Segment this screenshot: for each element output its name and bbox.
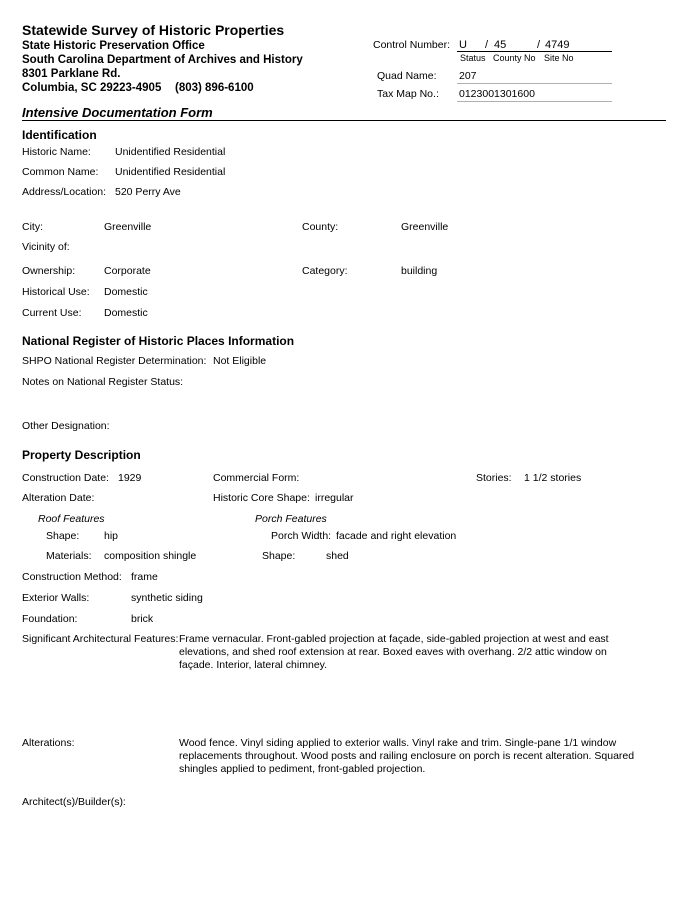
vicinity-label: Vicinity of:: [22, 241, 70, 253]
category-value: building: [401, 265, 438, 277]
exterior-walls-label: Exterior Walls:: [22, 592, 90, 604]
tax-map-underline: [457, 101, 612, 102]
shpo-determination-label: SHPO National Register Determination:: [22, 355, 207, 367]
roof-materials-label: Materials:: [46, 550, 92, 562]
roof-shape-label: Shape:: [46, 530, 80, 542]
other-designation-label: Other Designation:: [22, 420, 110, 432]
county-caption: County No: [493, 53, 536, 63]
county-value: Greenville: [401, 221, 449, 233]
roof-features-heading: Roof Features: [38, 513, 105, 525]
identification-heading: Identification: [22, 128, 97, 142]
phone-number: (803) 896-6100: [175, 82, 254, 94]
construction-date-label: Construction Date:: [22, 472, 109, 484]
significant-features-value: Frame vernacular. Front-gabled projection at façade, side-gabled projection at west and east elevations, and shed roof extension at rear. Boxed eaves with overhang. 2/2 attic window on façade. Interior, lateral chimney.: [179, 633, 609, 671]
office-name: State Historic Preservation Office: [22, 40, 205, 52]
historic-name-value: Unidentified Residential: [115, 146, 226, 158]
national-register-heading: National Register of Historic Places Information: [22, 334, 295, 348]
porch-features-heading: Porch Features: [255, 513, 327, 525]
property-description-heading: Property Description: [22, 448, 141, 462]
stories-value: 1 1/2 stories: [524, 472, 582, 484]
historical-use-label: Historical Use:: [22, 286, 90, 298]
shpo-determination-value: Not Eligible: [213, 355, 267, 367]
category-label: Category:: [302, 265, 348, 277]
department-name: South Carolina Department of Archives and History: [22, 54, 303, 66]
porch-width-value: facade and right elevation: [336, 530, 457, 542]
stories-label: Stories:: [476, 472, 512, 484]
status-caption: Status: [460, 53, 486, 63]
control-number-label: Control Number:: [373, 39, 451, 51]
control-status-value: U: [459, 39, 467, 51]
survey-title: Statewide Survey of Historic Properties: [22, 22, 285, 38]
form-title-rule: [22, 120, 666, 121]
form-title: Intensive Documentation Form: [22, 105, 213, 120]
roof-materials-value: composition shingle: [104, 550, 197, 562]
architect-builder-label: Architect(s)/Builder(s):: [22, 796, 126, 808]
common-name-value: Unidentified Residential: [115, 166, 226, 178]
common-name-label: Common Name:: [22, 166, 99, 178]
foundation-label: Foundation:: [22, 613, 78, 625]
city-value: Greenville: [104, 221, 152, 233]
control-county-value: 45: [494, 39, 507, 51]
historical-use-value: Domestic: [104, 286, 148, 298]
ownership-value: Corporate: [104, 265, 151, 277]
city-label: City:: [22, 221, 43, 233]
commercial-form-label: Commercial Form:: [213, 472, 300, 484]
address-label: Address/Location:: [22, 186, 107, 198]
porch-width-label: Porch Width:: [271, 530, 332, 542]
roof-shape-value: hip: [104, 530, 119, 542]
construction-date-value: 1929: [118, 472, 142, 484]
address-value: 520 Perry Ave: [115, 186, 181, 198]
quad-name-value: 207: [459, 70, 477, 82]
quad-name-label: Quad Name:: [377, 70, 437, 82]
core-shape-value: irregular: [315, 492, 354, 504]
control-separator: /: [485, 39, 489, 51]
quad-name-underline: [457, 83, 612, 84]
county-label: County:: [302, 221, 339, 233]
construction-method-value: frame: [131, 571, 158, 583]
city-state-zip: Columbia, SC 29223-4905: [22, 82, 162, 94]
register-notes-label: Notes on National Register Status:: [22, 376, 184, 388]
alteration-date-label: Alteration Date:: [22, 492, 95, 504]
foundation-value: brick: [131, 613, 154, 625]
porch-shape-label: Shape:: [262, 550, 296, 562]
street-address: 8301 Parklane Rd.: [22, 68, 121, 80]
exterior-walls-value: synthetic siding: [131, 592, 203, 604]
control-site-value: 4749: [545, 39, 570, 51]
historic-name-label: Historic Name:: [22, 146, 91, 158]
tax-map-label: Tax Map No.:: [377, 88, 439, 100]
ownership-label: Ownership:: [22, 265, 76, 277]
porch-shape-value: shed: [326, 550, 349, 562]
control-separator: /: [537, 39, 541, 51]
tax-map-value: 0123001301600: [459, 88, 535, 100]
alterations-value: Wood fence. Vinyl siding applied to exterior walls. Vinyl rake and trim. Single-pane 1/1 window replacements throughout. Wood posts and railing enclosure on porch is recent alteration. Squared shingles applied to pediment, front-gabled projection.: [179, 737, 635, 775]
significant-features-label: Significant Architectural Features:: [22, 633, 179, 645]
core-shape-label: Historic Core Shape:: [213, 492, 310, 504]
construction-method-label: Construction Method:: [22, 571, 122, 583]
current-use-value: Domestic: [104, 307, 148, 319]
alterations-label: Alterations:: [22, 737, 75, 749]
control-number-underline: [457, 51, 612, 52]
current-use-label: Current Use:: [22, 307, 82, 319]
site-caption: Site No: [544, 53, 574, 63]
